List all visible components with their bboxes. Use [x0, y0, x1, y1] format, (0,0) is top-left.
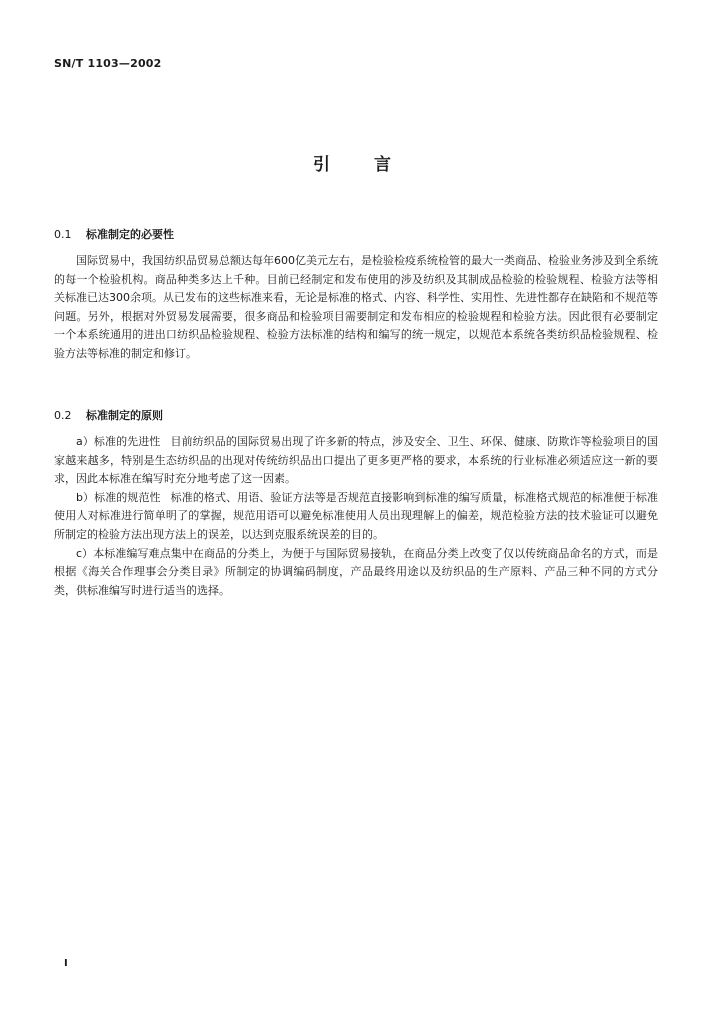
section-heading-text: 标准制定的必要性: [86, 228, 174, 241]
item-text: 本标准编写难点集中在商品的分类上，为便于与国际贸易接轨，在商品分类上改变了仅以传统商品命名的方式，而是根据《海关合作理事会分类目录》所制定的协调编码制度，产品最终用途以及纺织品的生产原料、产品三种不同的方式分类，供标准编写时进行适当的选择。: [54, 546, 658, 597]
section-number: 0.1: [54, 228, 72, 241]
page-title: 引言: [313, 155, 435, 175]
section-number: 0.2: [54, 409, 72, 422]
section-heading: [54, 407, 658, 425]
item-text: 标准的格式、用语、验证方法等是否规范直接影响到标准的编写质量，标准格式规范的标准便于标准使用人对标准进行简单明了的掌握，规范用语可以避免标准使用人员出现理解上的偏差，规范检验方法的技术验证可以避免所制定的检验方法出现方法上的误差，以达到克服系统误差的目的。: [54, 490, 659, 541]
standard-code: SN/T 1103—2002: [54, 57, 162, 70]
section-paragraph: 国际贸易中，我国纺织品贸易总额达每年600亿美元左右，是检验检疫系统检管的最大一类商品、检验业务涉及到全系统的每一个检验机构。商品种类多达上千种。目前已经制定和发布使用的涉及纺织及其制成品检验的检验规程、检验方法等相关标准已达300余项。从已发布的这些标准来看，无论是标准的格式、内容、科学性、实用性、先进性都存在缺陷和不规范等问题。另外，根据对外贸易发展需要，很多商品和检验项目需要制定和发布相应的检验规程和检验方法。因此很有必要制定一个本系统通用的进出口纺织品检验规程、检验方法标准的结构和编写的统一规定，以规范本系统各类纺织品检验规程、检验方法等标准的制定和修订。: [54, 254, 658, 360]
page-number: I: [64, 958, 68, 969]
section-heading-text: 标准制定的原则: [86, 409, 163, 422]
section-0-1: [54, 226, 658, 364]
list-item: [54, 489, 658, 545]
item-text: 目前纺织品的国际贸易出现了许多新的特点，涉及安全、卫生、环保、健康、防欺诈等检验项目的国家越来越多，特别是生态纺织品的出现对传统纺织品出口提出了更多更严格的要求，本系统的行业标准必须适应这一新的要求，因此本标准在编写时充分地考虑了这一因素。: [54, 435, 658, 486]
list-item: [54, 433, 658, 489]
section-0-2: [54, 407, 658, 600]
list-item: [54, 545, 658, 601]
section-heading: [54, 226, 658, 244]
item-lead: b）标准的规范性: [76, 490, 161, 504]
item-lead: c）: [76, 546, 94, 560]
item-lead: a）标准的先进性: [76, 435, 161, 448]
